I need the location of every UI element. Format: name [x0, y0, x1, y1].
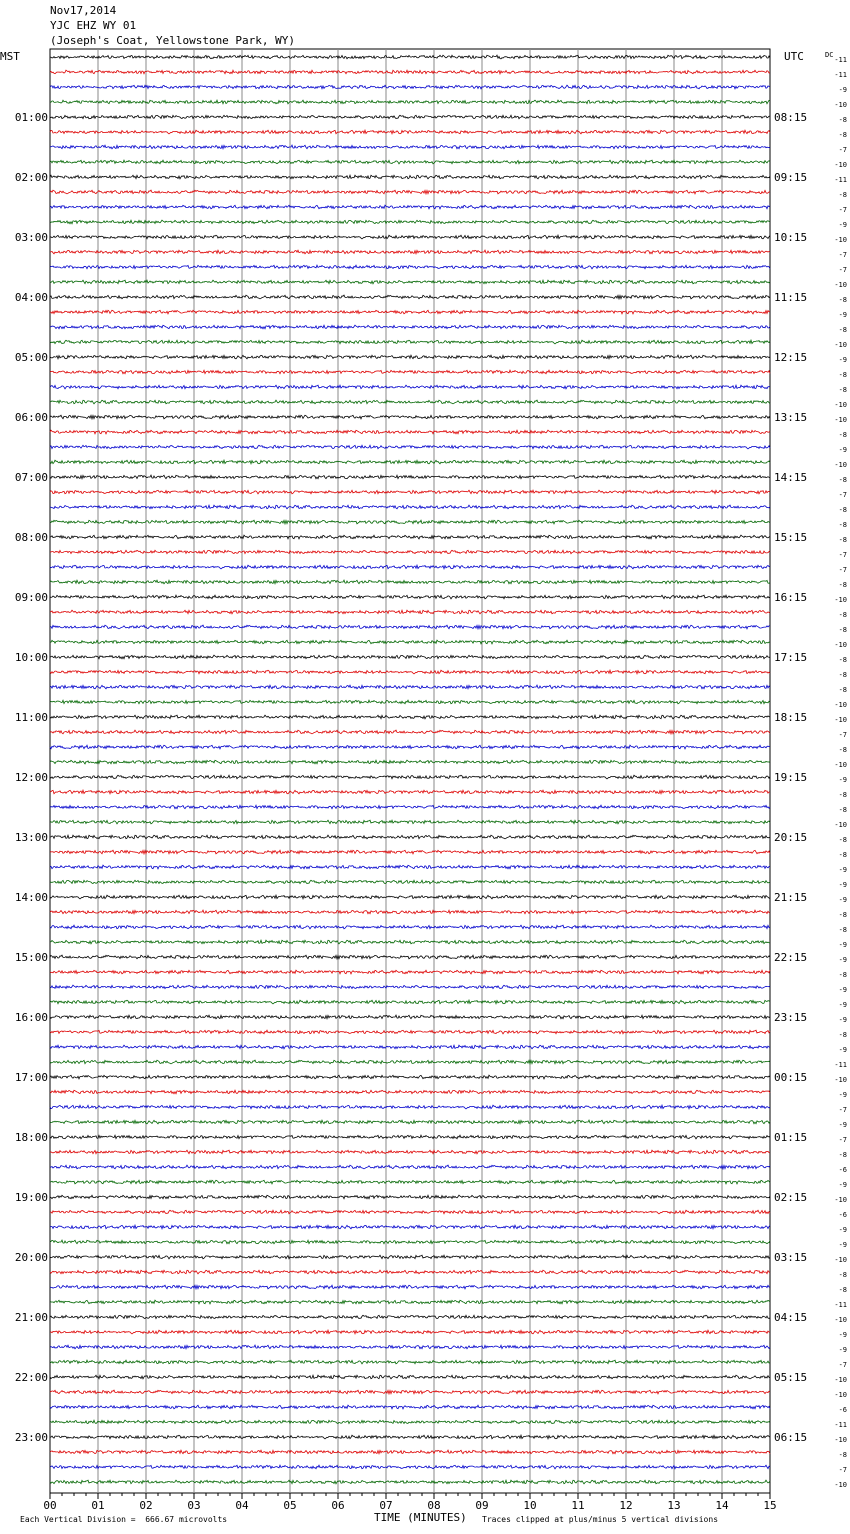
trace-dc-offset: -11 — [834, 1421, 847, 1429]
mst-hour-label: 12:00 — [14, 771, 48, 784]
trace-dc-offset: -7 — [838, 251, 847, 259]
trace-dc-offset: -9 — [838, 896, 847, 904]
trace-dc-offset: -7 — [838, 266, 847, 274]
x-tick-label: 05 — [283, 1499, 297, 1512]
seismic-trace — [50, 1150, 770, 1154]
trace-dc-offset: -9 — [838, 1331, 847, 1339]
trace-dc-offset: -10 — [834, 1256, 847, 1264]
trace-dc-offset: -10 — [834, 641, 847, 649]
seismic-trace — [50, 385, 770, 389]
seismic-trace — [50, 1105, 770, 1109]
trace-dc-offset: -7 — [838, 551, 847, 559]
seismic-trace — [50, 325, 770, 329]
trace-dc-offset: -10 — [834, 416, 847, 424]
seismic-trace — [50, 670, 770, 674]
trace-dc-offset: -9 — [838, 776, 847, 784]
trace-dc-offset: -9 — [838, 941, 847, 949]
seismic-trace — [50, 1165, 770, 1169]
trace-dc-offset: -8 — [838, 536, 847, 544]
seismic-trace — [50, 970, 770, 974]
trace-dc-offset: -8 — [838, 116, 847, 124]
trace-dc-offset: -10 — [834, 461, 847, 469]
trace-dc-offset: -10 — [834, 1376, 847, 1384]
seismic-trace — [50, 925, 770, 929]
trace-dc-offset: -8 — [838, 581, 847, 589]
utc-hour-label: 12:15 — [774, 351, 808, 364]
trace-dc-offset: -11 — [834, 176, 847, 184]
trace-dc-offset: -8 — [838, 1451, 847, 1459]
seismic-trace — [50, 1300, 770, 1304]
trace-dc-offset: -8 — [838, 431, 847, 439]
plot-date: Nov17,2014 — [50, 4, 117, 17]
seismic-trace — [50, 550, 770, 553]
trace-dc-offset: -11 — [834, 1061, 847, 1069]
utc-hour-label: 23:15 — [774, 1011, 808, 1024]
seismic-trace — [50, 265, 770, 269]
utc-hour-label: 10:15 — [774, 231, 808, 244]
seismic-trace — [50, 1060, 770, 1064]
trace-dc-offset: -10 — [834, 716, 847, 724]
seismic-trace — [50, 370, 770, 374]
seismic-trace — [50, 940, 770, 944]
utc-hour-label: 11:15 — [774, 291, 808, 304]
seismic-trace — [50, 1330, 770, 1334]
trace-dc-offset: -9 — [838, 311, 847, 319]
seismic-trace — [50, 520, 770, 524]
right-timezone-label: UTC — [784, 50, 804, 63]
trace-dc-offset: -7 — [838, 1106, 847, 1114]
seismic-trace — [50, 1000, 770, 1004]
utc-hour-label: 03:15 — [774, 1251, 808, 1264]
seismic-trace — [50, 100, 770, 104]
trace-dc-offset: -10 — [834, 1436, 847, 1444]
seismic-trace — [50, 1270, 770, 1274]
seismic-trace — [50, 655, 770, 659]
trace-dc-offset: -10 — [834, 236, 847, 244]
utc-hour-label: 18:15 — [774, 711, 808, 724]
seismic-trace — [50, 310, 770, 314]
utc-hour-label: 20:15 — [774, 831, 808, 844]
seismic-trace — [50, 775, 770, 779]
trace-dc-offset: -9 — [838, 356, 847, 364]
mst-hour-label: 03:00 — [14, 231, 48, 244]
seismic-trace — [50, 865, 770, 869]
trace-dc-offset: -10 — [834, 1316, 847, 1324]
x-tick-label: 14 — [715, 1499, 729, 1512]
seismic-trace — [50, 820, 770, 824]
clip-note: Traces clipped at plus/minus 5 vertical divisions — [482, 1515, 719, 1524]
trace-dc-offset: -7 — [838, 1361, 847, 1369]
seismic-trace — [50, 220, 770, 224]
seismic-trace — [50, 805, 770, 809]
utc-hour-label: 08:15 — [774, 111, 808, 124]
trace-dc-offset: -8 — [838, 1031, 847, 1039]
station-location: (Joseph's Coat, Yellowstone Park, WY) — [50, 34, 296, 47]
trace-dc-offset: -8 — [838, 911, 847, 919]
trace-dc-offset: -8 — [838, 971, 847, 979]
utc-hour-label: 13:15 — [774, 411, 808, 424]
mst-hour-label: 05:00 — [14, 351, 48, 364]
seismic-trace — [50, 640, 770, 644]
trace-dc-offset: -10 — [834, 701, 847, 709]
trace-dc-offset: -9 — [838, 956, 847, 964]
seismic-trace — [50, 1285, 770, 1289]
seismic-trace — [50, 760, 770, 764]
seismic-trace — [50, 985, 770, 989]
trace-dc-offset: -8 — [838, 296, 847, 304]
seismic-trace — [50, 70, 770, 74]
trace-dc-offset: -9 — [838, 866, 847, 874]
trace-dc-offset: -10 — [834, 821, 847, 829]
trace-dc-offset: -8 — [838, 671, 847, 679]
x-tick-label: 02 — [139, 1499, 153, 1512]
seismic-trace — [50, 1420, 770, 1424]
utc-hour-label: 21:15 — [774, 891, 808, 904]
trace-dc-offset: -8 — [838, 1286, 847, 1294]
seismic-trace — [50, 685, 770, 689]
seismic-trace — [50, 460, 770, 464]
mst-hour-label: 19:00 — [14, 1191, 48, 1204]
x-tick-label: 07 — [379, 1499, 393, 1512]
utc-hour-label: 22:15 — [774, 951, 808, 964]
trace-dc-offset: -6 — [838, 1406, 847, 1414]
utc-hour-label: 06:15 — [774, 1431, 808, 1444]
x-tick-label: 06 — [331, 1499, 345, 1512]
x-tick-label: 09 — [475, 1499, 489, 1512]
trace-dc-offset: -7 — [838, 491, 847, 499]
seismic-trace — [50, 1015, 770, 1019]
seismic-trace — [50, 1180, 770, 1184]
station-code: YJC EHZ WY 01 — [50, 19, 137, 32]
x-tick-label: 08 — [427, 1499, 441, 1512]
trace-dc-offset: -11 — [834, 71, 847, 79]
seismic-trace — [50, 160, 770, 164]
seismic-trace — [50, 835, 770, 839]
trace-dc-offset: -9 — [838, 1001, 847, 1009]
seismic-trace — [50, 355, 770, 359]
seismic-trace — [50, 745, 770, 749]
mst-hour-label: 06:00 — [14, 411, 48, 424]
mst-hour-label: 13:00 — [14, 831, 48, 844]
trace-dc-offset: -8 — [838, 521, 847, 529]
seismic-trace — [50, 1045, 770, 1049]
mst-hour-label: 20:00 — [14, 1251, 48, 1264]
seismic-trace — [50, 850, 770, 854]
seismic-trace — [50, 595, 770, 599]
seismic-trace — [50, 1345, 770, 1349]
trace-dc-offset: -10 — [834, 1076, 847, 1084]
x-tick-label: 13 — [667, 1499, 681, 1512]
mst-hour-label: 09:00 — [14, 591, 48, 604]
trace-dc-offset: -8 — [838, 1151, 847, 1159]
mst-hour-label: 23:00 — [14, 1431, 48, 1444]
trace-dc-offset: -8 — [838, 476, 847, 484]
trace-dc-offset: -8 — [838, 656, 847, 664]
trace-dc-offset: -6 — [838, 1211, 847, 1219]
seismic-trace — [50, 85, 770, 89]
x-tick-label: 04 — [235, 1499, 249, 1512]
trace-dc-offset: -9 — [838, 1091, 847, 1099]
trace-dc-offset: -10 — [834, 1196, 847, 1204]
seismic-trace — [50, 400, 770, 404]
seismic-trace — [50, 790, 770, 794]
seismic-trace — [50, 610, 770, 614]
trace-dc-offset: -8 — [838, 326, 847, 334]
trace-dc-offset: -7 — [838, 1466, 847, 1474]
seismic-trace — [50, 1135, 770, 1139]
x-tick-label: 03 — [187, 1499, 201, 1512]
mst-hour-label: 21:00 — [14, 1311, 48, 1324]
trace-dc-offset: -9 — [838, 446, 847, 454]
seismic-trace — [50, 130, 770, 134]
mst-hour-label: 11:00 — [14, 711, 48, 724]
x-tick-label: 12 — [619, 1499, 633, 1512]
trace-dc-offset: -9 — [838, 881, 847, 889]
trace-dc-offset: -10 — [834, 761, 847, 769]
mst-hour-label: 07:00 — [14, 471, 48, 484]
mst-hour-label: 17:00 — [14, 1071, 48, 1084]
left-timezone-label: MST — [0, 50, 20, 63]
x-tick-label: 10 — [523, 1499, 537, 1512]
seismic-trace — [50, 340, 770, 344]
seismic-trace — [50, 250, 770, 254]
mst-hour-label: 14:00 — [14, 891, 48, 904]
utc-hour-label: 14:15 — [774, 471, 808, 484]
trace-dc-offset: -11 — [834, 56, 847, 64]
seismic-trace — [50, 1240, 770, 1244]
mst-hour-label: 22:00 — [14, 1371, 48, 1384]
seismic-trace — [50, 895, 770, 899]
mst-hour-label: 01:00 — [14, 111, 48, 124]
utc-hour-label: 15:15 — [774, 531, 808, 544]
trace-dc-offset: -8 — [838, 611, 847, 619]
seismic-trace — [50, 955, 770, 959]
trace-dc-offset: -10 — [834, 161, 847, 169]
trace-dc-offset: -7 — [838, 206, 847, 214]
utc-hour-label: 17:15 — [774, 651, 808, 664]
trace-dc-offset: -10 — [834, 1481, 847, 1489]
trace-dc-offset: -8 — [838, 506, 847, 514]
trace-dc-offset: -9 — [838, 221, 847, 229]
trace-dc-offset: -9 — [838, 1181, 847, 1189]
trace-dc-offset: -7 — [838, 146, 847, 154]
trace-dc-offset: -10 — [834, 401, 847, 409]
seismic-trace — [50, 175, 770, 179]
mst-hour-label: 15:00 — [14, 951, 48, 964]
seismic-trace — [50, 565, 770, 569]
seismic-trace — [50, 115, 770, 119]
seismic-trace — [50, 535, 770, 539]
trace-dc-offset: -10 — [834, 596, 847, 604]
seismic-trace — [50, 1075, 770, 1079]
trace-dc-offset: -9 — [838, 1346, 847, 1354]
seismic-trace — [50, 1225, 770, 1229]
seismic-trace — [50, 715, 770, 719]
seismic-trace — [50, 1315, 770, 1319]
trace-dc-offset: -8 — [838, 746, 847, 754]
seismic-trace — [50, 1480, 770, 1484]
dc-caption: DC — [825, 51, 834, 59]
trace-dc-offset: -8 — [838, 851, 847, 859]
seismic-trace — [50, 1255, 770, 1259]
seismic-trace — [50, 1405, 770, 1409]
trace-dc-offset: -8 — [838, 791, 847, 799]
mst-hour-label: 18:00 — [14, 1131, 48, 1144]
trace-dc-offset: -8 — [838, 1271, 847, 1279]
trace-dc-offset: -9 — [838, 1046, 847, 1054]
trace-dc-offset: -11 — [834, 1301, 847, 1309]
trace-dc-offset: -8 — [838, 626, 847, 634]
seismic-trace — [50, 490, 770, 494]
seismic-trace — [50, 475, 770, 479]
trace-dc-offset: -8 — [838, 191, 847, 199]
seismic-trace — [50, 1120, 770, 1124]
seismic-trace — [50, 145, 770, 149]
seismic-trace — [50, 1450, 770, 1454]
trace-dc-offset: -9 — [838, 1016, 847, 1024]
seismic-trace — [50, 280, 770, 284]
seismic-trace — [50, 190, 770, 194]
trace-dc-offset: -10 — [834, 101, 847, 109]
mst-hour-label: 02:00 — [14, 171, 48, 184]
trace-dc-offset: -8 — [838, 371, 847, 379]
seismic-trace — [50, 910, 770, 914]
trace-dc-offset: -8 — [838, 131, 847, 139]
trace-dc-offset: -9 — [838, 1241, 847, 1249]
utc-hour-label: 16:15 — [774, 591, 808, 604]
x-axis-title: TIME (MINUTES) — [374, 1511, 467, 1524]
seismic-trace — [50, 295, 770, 299]
trace-dc-offset: -8 — [838, 926, 847, 934]
mst-hour-label: 08:00 — [14, 531, 48, 544]
trace-dc-offset: -6 — [838, 1166, 847, 1174]
utc-hour-label: 19:15 — [774, 771, 808, 784]
utc-hour-label: 04:15 — [774, 1311, 808, 1324]
seismic-trace — [50, 1210, 770, 1214]
seismic-trace — [50, 235, 770, 239]
seismic-trace — [50, 505, 770, 509]
trace-dc-offset: -7 — [838, 566, 847, 574]
trace-dc-offset: -10 — [834, 281, 847, 289]
seismic-trace — [50, 1375, 770, 1379]
seismic-trace — [50, 730, 770, 734]
utc-hour-label: 09:15 — [774, 171, 808, 184]
seismic-trace — [50, 205, 770, 209]
trace-dc-offset: -8 — [838, 806, 847, 814]
mst-hour-label: 10:00 — [14, 651, 48, 664]
utc-hour-label: 05:15 — [774, 1371, 808, 1384]
x-tick-label: 00 — [43, 1499, 57, 1512]
trace-dc-offset: -8 — [838, 836, 847, 844]
mst-hour-label: 16:00 — [14, 1011, 48, 1024]
utc-hour-label: 02:15 — [774, 1191, 808, 1204]
seismic-trace — [50, 1435, 770, 1439]
utc-hour-label: 00:15 — [774, 1071, 808, 1084]
trace-dc-offset: -9 — [838, 986, 847, 994]
seismic-trace — [50, 880, 770, 884]
seismic-trace — [50, 1090, 770, 1094]
x-tick-label: 15 — [763, 1499, 777, 1512]
trace-dc-offset: -9 — [838, 86, 847, 94]
trace-dc-offset: -8 — [838, 686, 847, 694]
seismic-trace — [50, 1195, 770, 1199]
trace-dc-offset: -9 — [838, 1121, 847, 1129]
seismic-trace — [50, 55, 770, 59]
seismic-trace — [50, 1390, 770, 1394]
trace-dc-offset: -10 — [834, 341, 847, 349]
seismic-trace — [50, 625, 770, 629]
seismic-trace — [50, 430, 770, 434]
seismic-trace — [50, 580, 770, 584]
trace-dc-offset: -7 — [838, 1136, 847, 1144]
x-tick-label: 01 — [91, 1499, 105, 1512]
trace-dc-offset: -9 — [838, 1226, 847, 1234]
utc-hour-label: 01:15 — [774, 1131, 808, 1144]
seismic-trace — [50, 700, 770, 704]
mst-hour-label: 04:00 — [14, 291, 48, 304]
seismic-trace — [50, 445, 770, 449]
trace-dc-offset: -8 — [838, 386, 847, 394]
seismic-trace — [50, 1030, 770, 1034]
seismic-trace — [50, 415, 770, 419]
seismic-trace — [50, 1465, 770, 1469]
scale-note: Each Vertical Division = 666.67 microvolts — [20, 1515, 228, 1524]
trace-dc-offset: -7 — [838, 731, 847, 739]
x-tick-label: 11 — [571, 1499, 585, 1512]
seismic-trace — [50, 1360, 770, 1364]
trace-dc-offset: -10 — [834, 1391, 847, 1399]
